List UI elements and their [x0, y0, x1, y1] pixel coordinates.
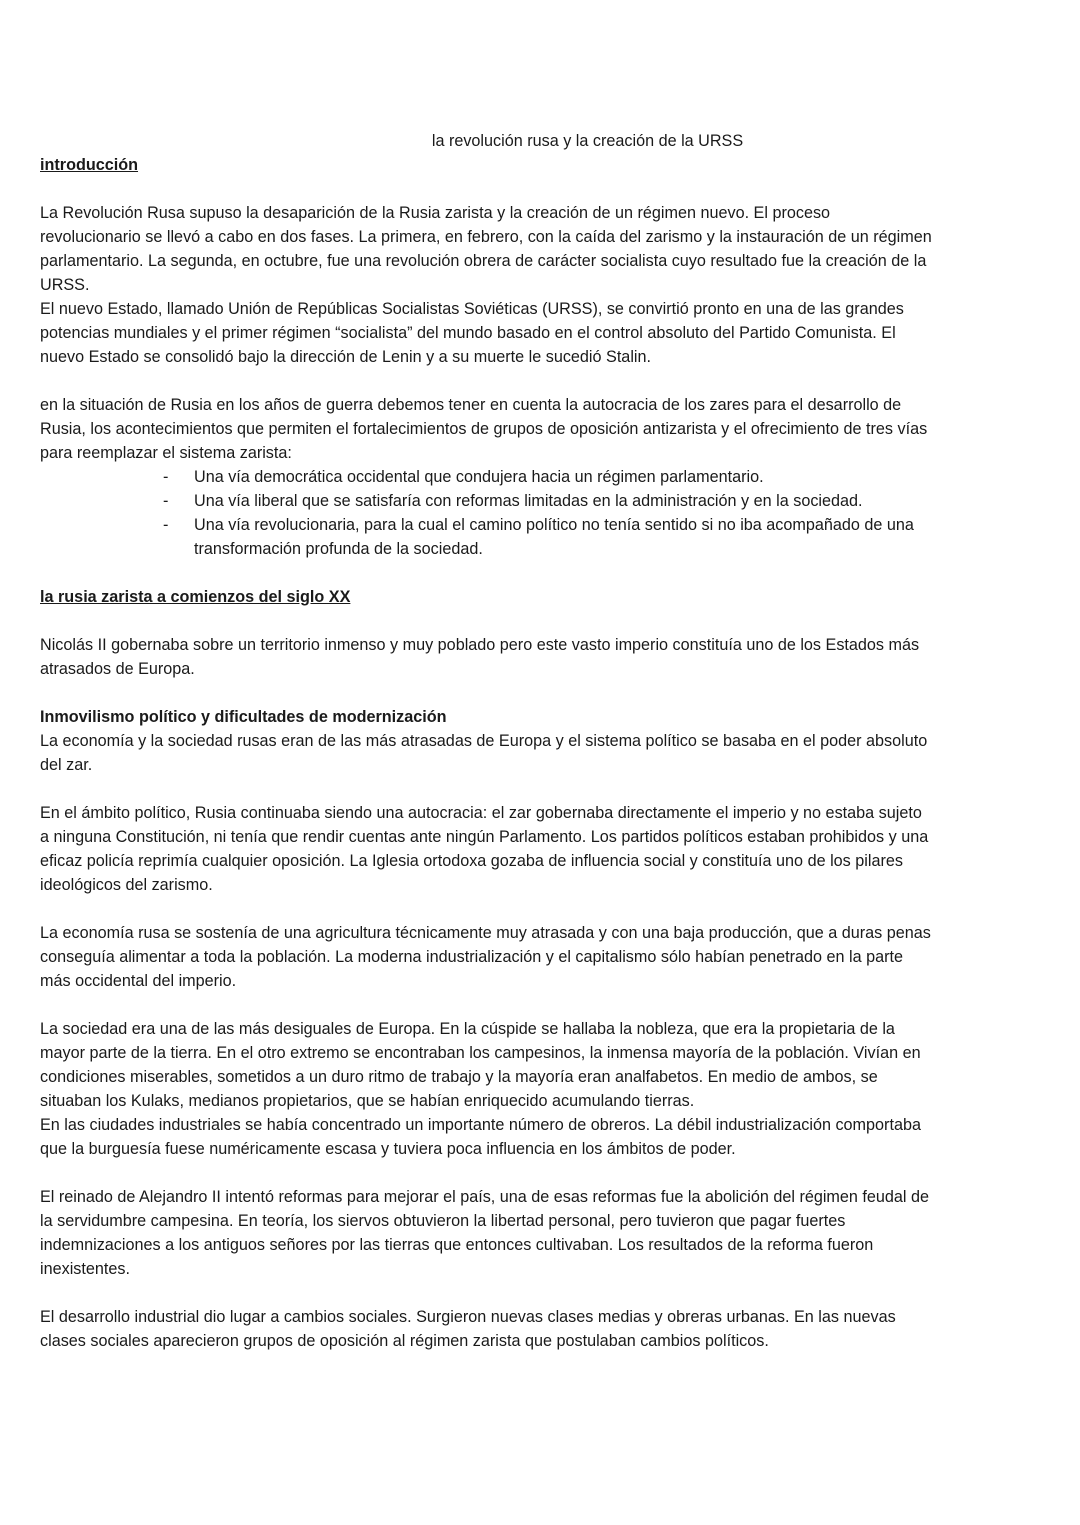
text-line: En las ciudades industriales se había concentrado un importante número de obreros. La débil industrialización comportaba — [40, 1116, 921, 1134]
text-line: condiciones miserables, sometidos a un duro ritmo de trabajo y la mayoría eran analfabetos. En medio de ambos, se — [40, 1068, 878, 1086]
spacer — [40, 777, 1040, 801]
text-line: nuevo Estado se consolidó bajo la dirección de Lenin y a su muerte le sucedió Stalin. — [40, 348, 652, 366]
intro-paragraph-3 — [40, 393, 1040, 465]
text-line: Nicolás II gobernaba sobre un territorio inmenso y muy poblado pero este vasto imperio constituía uno de los Estados más — [40, 636, 920, 654]
text-line: El reinado de Alejandro II intentó reformas para mejorar el país, una de esas reformas fue la abolición del régimen feudal de — [40, 1188, 930, 1206]
text-line: clases sociales aparecieron grupos de oposición al régimen zarista que postulaban cambios políticos. — [40, 1332, 769, 1350]
text-line: que la burguesía fuese numéricamente escasa y tuviera poca influencia en los ámbitos de poder. — [40, 1140, 736, 1158]
spacer — [40, 1281, 1040, 1305]
section-paragraph-4 — [40, 921, 1040, 993]
document-page — [40, 129, 1040, 1353]
list-item-text: Una vía liberal que se satisfaría con reformas limitadas en la administración y en la sociedad. — [194, 492, 863, 510]
text-line: La economía y la sociedad rusas eran de las más atrasadas de Europa y el sistema político se basaba en el poder absoluto — [40, 732, 928, 750]
text-line: a ninguna Constitución, ni tenía que rendir cuentas ante ningún Parlamento. Los partidos políticos estaban prohibidos y una — [40, 828, 929, 846]
spacer — [40, 897, 1040, 921]
section-paragraph-1 — [40, 633, 1040, 681]
text-line: más occidental del imperio. — [40, 972, 237, 990]
section-paragraph-5 — [40, 1017, 1040, 1113]
document-title: la revolución rusa y la creación de la URSS — [431, 132, 744, 150]
section-paragraph-2 — [40, 729, 1040, 777]
text-line: En el ámbito político, Rusia continuaba siendo una autocracia: el zar gobernaba directamente el imperio y no estaba sujeto — [40, 804, 922, 822]
list-item — [163, 489, 1040, 513]
text-line: El desarrollo industrial dio lugar a cambios sociales. Surgieron nuevas clases medias y obreras urbanas. En las nuevas — [40, 1308, 896, 1326]
text-line: la servidumbre campesina. En teoría, los siervos obtuvieron la libertad personal, pero tuvieron que pagar fuertes — [40, 1212, 846, 1230]
text-line: inexistentes. — [40, 1260, 130, 1278]
text-line: revolucionario se llevó a cabo en dos fases. La primera, en febrero, con la caída del zarismo y la instauración de un régimen — [40, 228, 932, 246]
text-line: potencias mundiales y el primer régimen “socialista” del mundo basado en el control absoluto del Partido Comunista. El — [40, 324, 896, 342]
text-line: La Revolución Rusa supuso la desaparición de la Rusia zarista y la creación de un régimen nuevo. El proceso — [40, 204, 831, 222]
text-line: Rusia, los acontecimientos que permiten el fortalecimientos de grupos de oposición antizarista y el ofrecimiento de tres vías — [40, 420, 928, 438]
text-line: URSS. — [40, 276, 90, 294]
text-line: La sociedad era una de las más desiguales de Europa. En la cúspide se hallaba la nobleza, que era la propietaria de la — [40, 1020, 895, 1038]
text-line: La economía rusa se sostenía de una agricultura técnicamente muy atrasada y con una baja producción, que a duras penas — [40, 924, 931, 942]
spacer — [40, 561, 1040, 585]
spacer — [40, 609, 1040, 633]
section-paragraph-6 — [40, 1113, 1040, 1161]
text-line: indemnizaciones a los antiguos señores por las tierras que entonces cultivaban. Los resultados de la reforma fueron — [40, 1236, 874, 1254]
options-list — [40, 465, 1040, 561]
intro-heading: introducción — [40, 156, 139, 174]
text-line: conseguía alimentar a toda la población. La moderna industrialización y el capitalismo sólo habían penetrado en la parte — [40, 948, 903, 966]
spacer — [40, 993, 1040, 1017]
dash-bullet: - — [163, 492, 169, 510]
section-paragraph-3 — [40, 801, 1040, 897]
text-line: El nuevo Estado, llamado Unión de Repúblicas Socialistas Soviéticas (URSS), se convirtió pronto en una de las grandes — [40, 300, 904, 318]
dash-bullet: - — [163, 468, 169, 486]
list-item-text: transformación profunda de la sociedad. — [194, 540, 483, 558]
text-line: parlamentario. La segunda, en octubre, fue una revolución obrera de carácter socialista cuyo resultado fue la creación de la — [40, 252, 927, 270]
intro-paragraph-2 — [40, 297, 1040, 369]
text-line: ideológicos del zarismo. — [40, 876, 213, 894]
text-line: mayor parte de la tierra. En el otro extremo se encontraban los campesinos, la inmensa mayoría de la población. Vivían en — [40, 1044, 921, 1062]
spacer — [40, 177, 1040, 201]
text-line: eficaz policía reprimía cualquier oposición. La Iglesia ortodoxa gozaba de influencia social y constituía uno de los pilares — [40, 852, 903, 870]
list-item — [163, 465, 1040, 489]
list-item-text: Una vía revolucionaria, para la cual el camino político no tenía sentido si no iba acompañado de una — [194, 516, 914, 534]
section-heading: la rusia zarista a comienzos del siglo XX — [40, 588, 351, 606]
text-line: situaban los Kulaks, medianos propietarios, que se habían enriquecido acumulando tierras. — [40, 1092, 695, 1110]
text-line: del zar. — [40, 756, 93, 774]
subsection-heading: Inmovilismo político y dificultades de modernización — [40, 708, 447, 726]
text-line: atrasados de Europa. — [40, 660, 195, 678]
spacer — [40, 369, 1040, 393]
list-item — [163, 513, 1040, 561]
spacer — [40, 681, 1040, 705]
dash-bullet: - — [163, 516, 169, 534]
text-line: en la situación de Rusia en los años de guerra debemos tener en cuenta la autocracia de los zares para el desarrollo de — [40, 396, 902, 414]
spacer — [40, 1161, 1040, 1185]
section-paragraph-8 — [40, 1305, 1040, 1353]
text-line: para reemplazar el sistema zarista: — [40, 444, 292, 462]
list-item-text: Una vía democrática occidental que condujera hacia un régimen parlamentario. — [194, 468, 764, 486]
section-paragraph-7 — [40, 1185, 1040, 1281]
intro-paragraph-1 — [40, 201, 1040, 297]
